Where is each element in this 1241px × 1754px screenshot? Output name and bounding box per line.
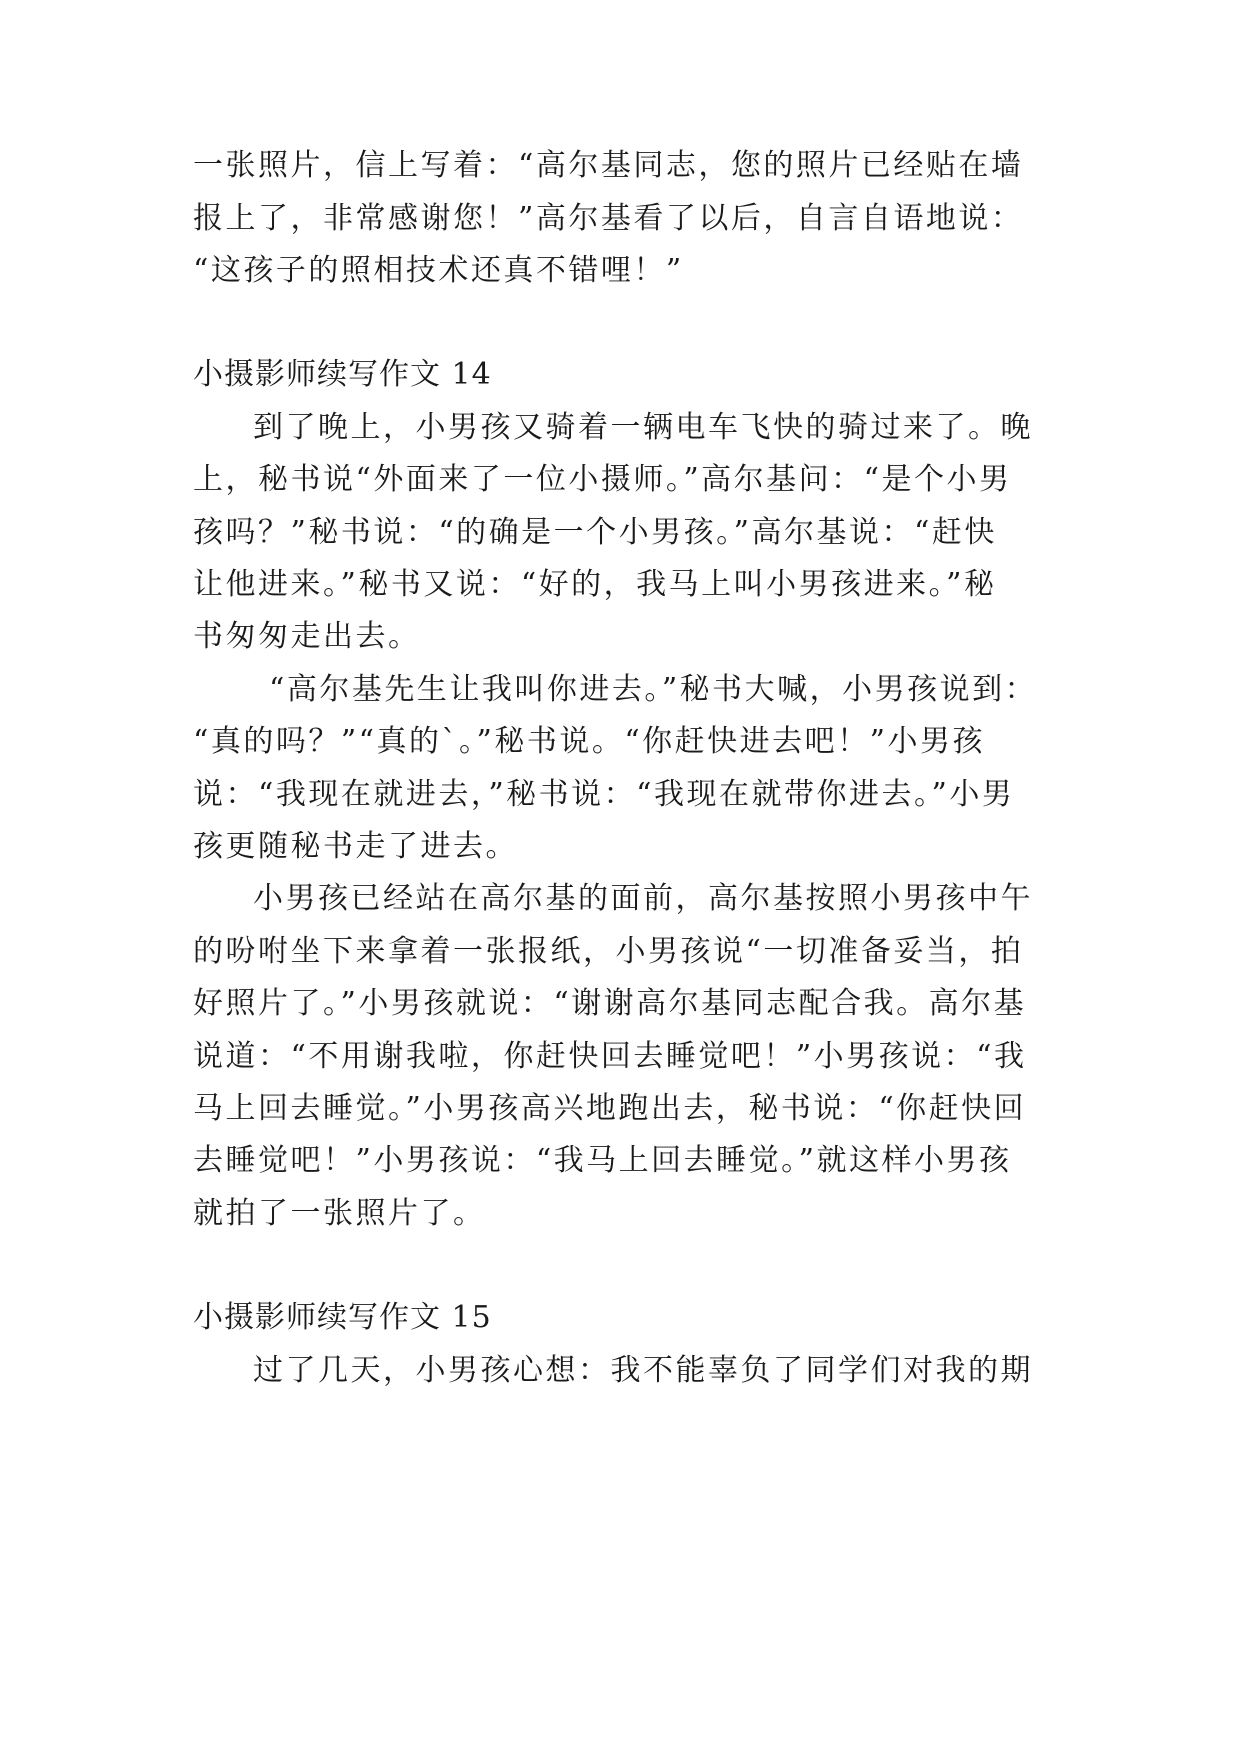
text-line: 去睡觉吧！”小男孩说：“我马上回去睡觉。”就这样小男孩 <box>193 1143 1012 1178</box>
text-line: 小男孩已经站在高尔基的面前，高尔基按照小男孩中午 <box>253 881 1033 916</box>
section-heading: 小摄影师续写作文 15 <box>193 1300 492 1335</box>
text-line: 书匆匆走出去。 <box>193 619 421 654</box>
text-line: 好照片了。”小男孩就说：“谢谢高尔基同志配合我。高尔基 <box>193 986 1027 1021</box>
text-line: 的吩咐坐下来拿着一张报纸，小男孩说“一切准备妥当，拍 <box>193 934 1024 969</box>
text-line: 马上回去睡觉。”小男孩高兴地跑出去，秘书说：“你赶快回 <box>193 1091 1027 1126</box>
text-line: 说：“我现在就进去，”秘书说：“我现在就带你进去。”小男 <box>193 777 1015 812</box>
text-line: 到了晚上，小男孩又骑着一辆电车飞快的骑过来了。晚 <box>253 410 1033 445</box>
text-line: “这孩子的照相技术还真不错哩！” <box>193 253 684 288</box>
text-line: 一张照片，信上写着：“高尔基同志，您的照片已经贴在墙 <box>193 148 1024 183</box>
text-line: 就拍了一张照片了。 <box>193 1196 486 1231</box>
text-line: 过了几天，小男孩心想：我不能辜负了同学们对我的期 <box>253 1353 1033 1388</box>
text-line: “真的吗？”“真的`。”秘书说。“你赶快进去吧！”小男孩 <box>193 724 986 759</box>
text-line: 上，秘书说“外面来了一位小摄师。”高尔基问：“是个小男 <box>193 462 1012 497</box>
text-line: 报上了，非常感谢您！”高尔基看了以后，自言自语地说： <box>193 201 1024 236</box>
text-line: 孩更随秘书走了进去。 <box>193 829 518 864</box>
text-line: 说道：“不用谢我啦，你赶快回去睡觉吧！”小男孩说：“我 <box>193 1039 1027 1074</box>
text-line: 孩吗？”秘书说：“的确是一个小男孩。”高尔基说：“赶快 <box>193 515 997 550</box>
section-heading: 小摄影师续写作文 14 <box>193 357 492 392</box>
text-line: 让他进来。”秘书又说：“好的，我马上叫小男孩进来。”秘 <box>193 567 997 602</box>
text-line: “高尔基先生让我叫你进去。”秘书大喊，小男孩说到： <box>269 672 1038 707</box>
